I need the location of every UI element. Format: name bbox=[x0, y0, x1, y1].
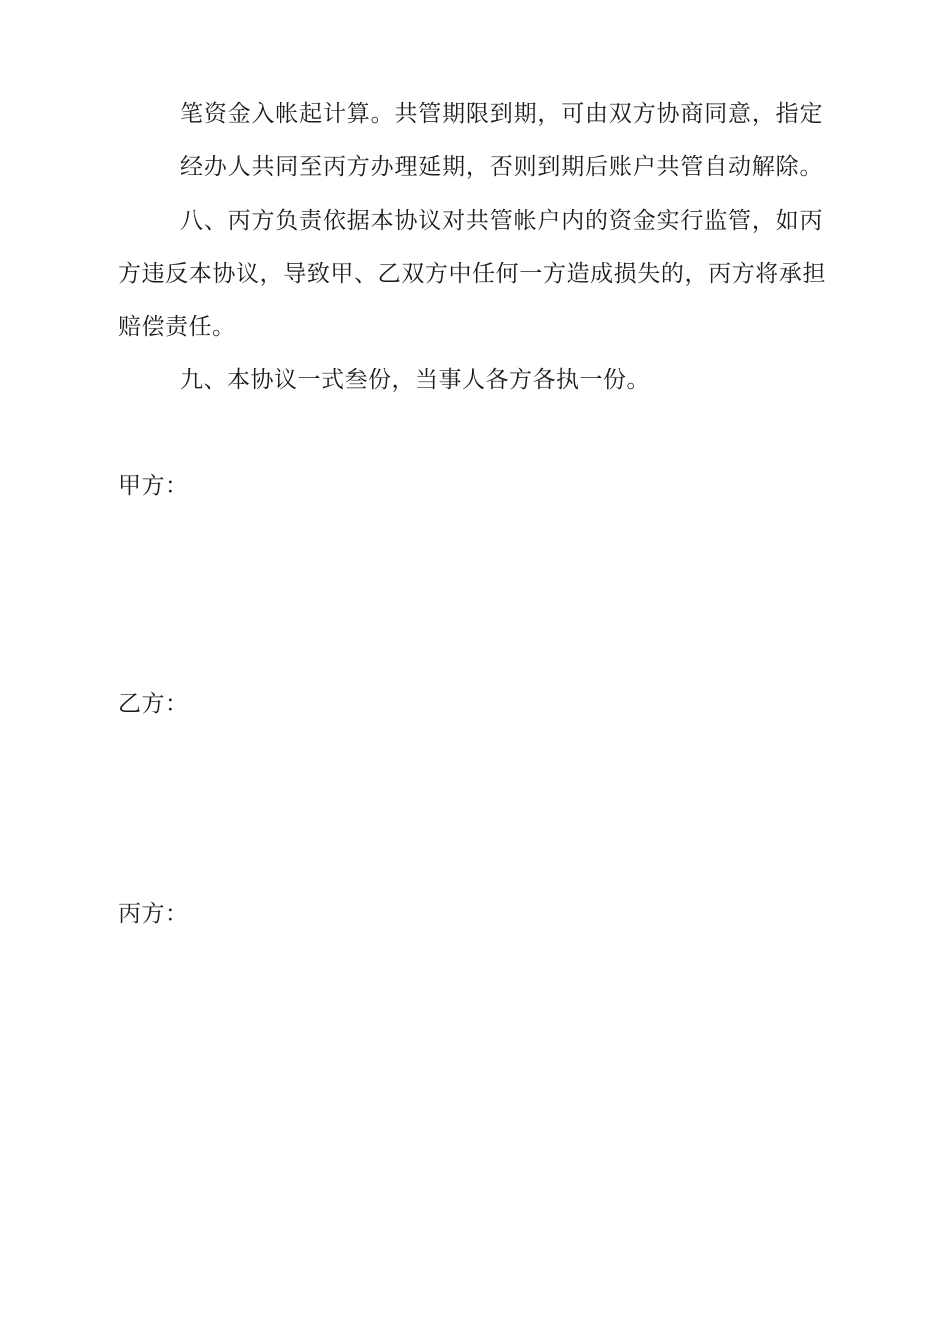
clause8-line2: 方违反本协议，导致甲、乙双方中任何一方造成损失的，丙方将承担 bbox=[118, 261, 826, 287]
clause8-line1: 八、丙方负责依据本协议对共管帐户内的资金实行监管，如丙 bbox=[180, 208, 823, 234]
party-a-signature-label: 甲方： bbox=[118, 473, 189, 499]
party-c-signature-label: 丙方： bbox=[118, 901, 189, 927]
clause7-line2: 经办人共同至丙方办理延期，否则到期后账户共管自动解除。 bbox=[180, 154, 823, 180]
clause7-line1: 笔资金入帐起计算。共管期限到期，可由双方协商同意，指定 bbox=[180, 101, 823, 127]
party-b-signature-label: 乙方： bbox=[118, 691, 189, 717]
clause9-line1: 九、本协议一式叁份，当事人各方各执一份。 bbox=[180, 367, 650, 393]
clause8-line3: 赔偿责任。 bbox=[118, 314, 236, 340]
